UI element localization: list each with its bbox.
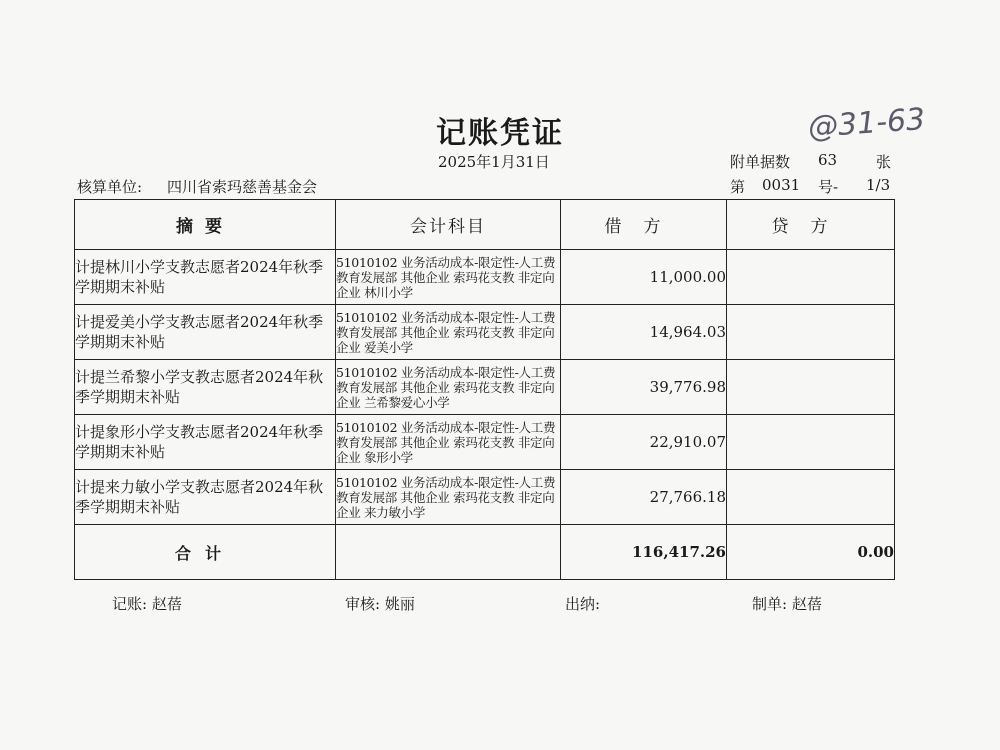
row-debit: 22,910.07 (561, 415, 727, 470)
cashier: 出纳: (565, 595, 601, 613)
row-credit (727, 360, 895, 415)
attachments-count: 63 (818, 151, 838, 169)
row-summary: 计提象形小学支教志愿者2024年秋季学期期末补贴 (75, 415, 336, 470)
table-row (75, 305, 895, 360)
table-row (75, 360, 895, 415)
row-credit (727, 415, 895, 470)
header-credit: 贷方 (727, 200, 895, 250)
row-summary: 计提兰希黎小学支教志愿者2024年秋季学期期末补贴 (75, 360, 336, 415)
row-summary: 计提爱美小学支教志愿者2024年秋季学期期末补贴 (75, 305, 336, 360)
row-credit (727, 305, 895, 360)
preparer: 制单: 赵蓓 (752, 595, 822, 613)
header-account: 会计科目 (336, 200, 561, 250)
row-account: 51010102 业务活动成本-限定性-人工费 教育发展部 其他企业 索玛花支教 非定向 企业 来力敏小学 (336, 470, 561, 525)
row-credit (727, 250, 895, 305)
voucher-date: 2025年1月31日 (438, 153, 550, 171)
bookkeeper: 记账: 赵蓓 (112, 595, 182, 613)
unit-value: 四川省索玛慈善基金会 (167, 178, 318, 196)
attachments-unit: 张 (876, 153, 892, 171)
table-header-row (75, 200, 895, 250)
row-account: 51010102 业务活动成本-限定性-人工费 教育发展部 其他企业 索玛花支教 非定向 企业 象形小学 (336, 415, 561, 470)
row-account: 51010102 业务活动成本-限定性-人工费 教育发展部 其他企业 索玛花支教 非定向 企业 兰希黎爱心小学 (336, 360, 561, 415)
total-row (75, 525, 895, 580)
total-credit: 0.00 (727, 525, 895, 580)
table-row (75, 250, 895, 305)
row-summary: 计提林川小学支教志愿者2024年秋季学期期末补贴 (75, 250, 336, 305)
row-debit: 11,000.00 (561, 250, 727, 305)
table-row (75, 470, 895, 525)
header-summary: 摘要 (75, 200, 336, 250)
reviewer: 审核: 姚丽 (345, 595, 415, 613)
page-title: 记账凭证 (436, 116, 564, 151)
row-account: 51010102 业务活动成本-限定性-人工费 教育发展部 其他企业 索玛花支教 非定向 企业 林川小学 (336, 250, 561, 305)
total-blank (336, 525, 561, 580)
row-debit: 27,766.18 (561, 470, 727, 525)
row-debit: 39,776.98 (561, 360, 727, 415)
voucher-table (74, 199, 895, 580)
attachments-label: 附单据数 (730, 153, 791, 171)
row-summary: 计提来力敏小学支教志愿者2024年秋季学期期末补贴 (75, 470, 336, 525)
header-debit: 借方 (561, 200, 727, 250)
table-row (75, 415, 895, 470)
voucher-no-value: 0031 (762, 176, 801, 194)
total-label: 合计 (75, 525, 336, 580)
unit-label: 核算单位: (77, 178, 143, 196)
total-debit: 116,417.26 (561, 525, 727, 580)
handwritten-note: @31-63 (806, 101, 927, 146)
row-credit (727, 470, 895, 525)
voucher-no-suffix: 号- (818, 178, 839, 196)
voucher-page: 1/3 (866, 176, 891, 194)
row-debit: 14,964.03 (561, 305, 727, 360)
row-account: 51010102 业务活动成本-限定性-人工费 教育发展部 其他企业 索玛花支教 非定向 企业 爱美小学 (336, 305, 561, 360)
voucher-no-label: 第 (730, 178, 746, 196)
